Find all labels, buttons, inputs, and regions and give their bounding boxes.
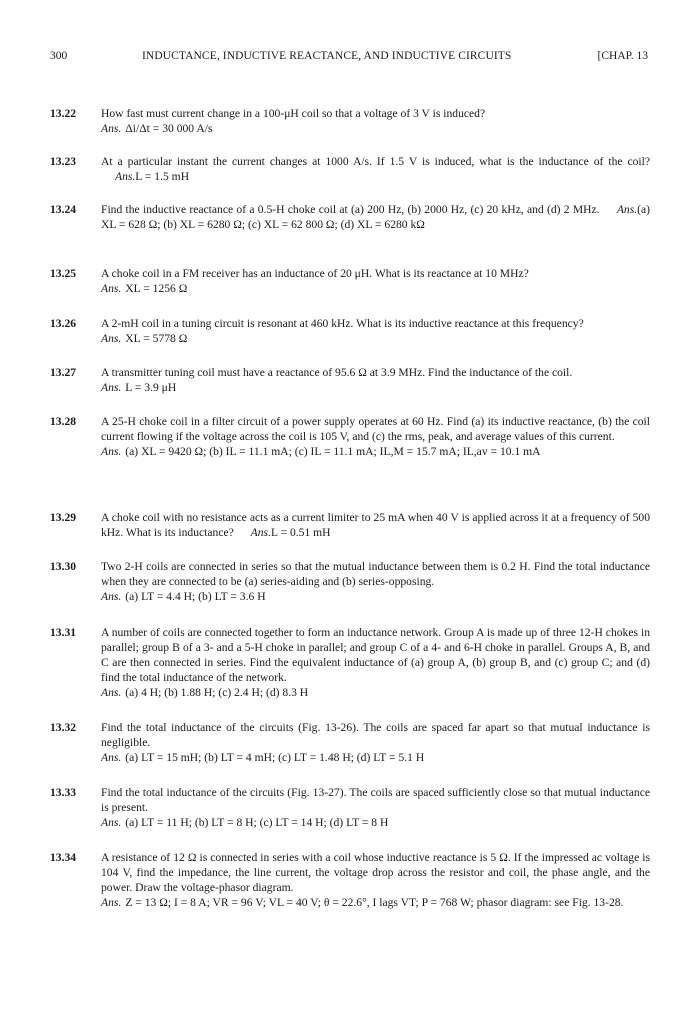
page-header [50, 50, 648, 66]
answer-label: Ans. [101, 122, 122, 135]
problem-question: A transmitter tuning coil must have a reactance of 95.6 Ω at 3.9 MHz. Find the inductance of the coil. [101, 366, 573, 379]
problem-question: How fast must current change in a 100-μH coil so that a voltage of 3 V is induced? [101, 107, 486, 120]
problem-number: 13.34 [50, 851, 77, 864]
problem-answer: Z = 13 Ω; I = 8 A; VR = 96 V; VL = 40 V; θ = 22.6°, I lags VT; P = 768 W; phasor diagram: see Fig. 13-28. [125, 896, 624, 909]
problem-number: 13.29 [50, 511, 77, 524]
problem-number: 13.30 [50, 560, 77, 573]
problem-answer: (a) LT = 15 mH; (b) LT = 4 mH; (c) LT = 1.48 H; (d) LT = 5.1 H [125, 751, 425, 764]
problem-question: A 25-H choke coil in a filter circuit of a power supply operates at 60 Hz. Find (a) its inductive reactance, (b) the coil current flowing if the voltage across the coil is 105 V, and (c) the rms, peak, and average values of this current. [101, 415, 650, 443]
problem-question: A choke coil with no resistance acts as a current limiter to 25 mA when 40 V is applied across it at a frequency of 500 kHz. What is its inductance? Ans.L = 0.51 mH [101, 511, 650, 539]
problem-question: Find the inductive reactance of a 0.5-H choke coil at (a) 200 Hz, (b) 2000 Hz, (c) 20 kHz, and (d) 2 MHz. Ans.(a) XL = 628 Ω; (b) XL = 6280 Ω; (c) XL = 62 800 Ω; (d) XL = 6280 kΩ [101, 203, 650, 231]
problem-number: 13.33 [50, 786, 77, 799]
running-title: INDUCTANCE, INDUCTIVE REACTANCE, AND INDUCTIVE CIRCUITS [142, 50, 512, 62]
problem-question: Two 2-H coils are connected in series so that the mutual inductance between them is 0.2 H. Find the total inductance when they are connected to be (a) series-aiding and (b) series-opposing. [101, 560, 650, 588]
problem-number: 13.26 [50, 317, 77, 330]
answer-label: Ans. [101, 445, 122, 458]
problem-question: A 2-mH coil in a tuning circuit is resonant at 460 kHz. What is its inductive reactance at this frequency? [101, 317, 584, 330]
problem-number: 13.27 [50, 366, 77, 379]
problem-number: 13.22 [50, 107, 77, 120]
problem-answer: XL = 5778 Ω [125, 332, 188, 345]
problem-answer: (a) LT = 11 H; (b) LT = 8 H; (c) LT = 14 H; (d) LT = 8 H [125, 816, 389, 829]
chapter-label: [CHAP. 13 [597, 50, 648, 62]
problem-answer: (a) XL = 628 Ω; (b) XL = 6280 Ω; (c) XL = 62 800 Ω; (d) XL = 6280 kΩ [101, 203, 650, 231]
problem-answer: L = 0.51 mH [270, 526, 331, 539]
problem-answer: XL = 1256 Ω [125, 282, 188, 295]
problem-number: 13.31 [50, 626, 77, 639]
answer-label: Ans. [101, 686, 122, 699]
problem-answer: L = 1.5 mH [135, 170, 190, 183]
problem-number: 13.23 [50, 155, 77, 168]
problem-number: 13.28 [50, 415, 77, 428]
problem-answer: (a) LT = 4.4 H; (b) LT = 3.6 H [125, 590, 266, 603]
answer-label: Ans. [101, 381, 122, 394]
answer-label: Ans. [101, 896, 122, 909]
answer-label: Ans. [115, 170, 136, 183]
answer-label: Ans. [250, 526, 271, 539]
page-number: 300 [50, 50, 68, 62]
answer-label: Ans. [101, 751, 122, 764]
answer-label: Ans. [101, 332, 122, 345]
problem-number: 13.25 [50, 267, 77, 280]
problem-answer: L = 3.9 μH [125, 381, 177, 394]
problem-answer: Δi/Δt = 30 000 A/s [125, 122, 213, 135]
answer-label: Ans. [101, 282, 122, 295]
answer-label: Ans. [616, 203, 638, 216]
problem-question: A choke coil in a FM receiver has an inductance of 20 μH. What is its reactance at 10 MHz? [101, 267, 529, 280]
problem-question: A number of coils are connected together to form an inductance network. Group A is made up of three 12-H chokes in parallel; group B of a 3- and a 5-H choke in parallel; and group C of a 4- and 6-H choke in parallel. Groups A, B, and C are then connected in series. Find the equivalent inductance of (a) group A, (b) group B, and (c) group C; and (d) find the total inductance of the network. [101, 626, 650, 684]
problem-question: Find the total inductance of the circuits (Fig. 13-26). The coils are spaced far apart so that mutual inductance is negligible. [101, 721, 650, 749]
problem-question: A resistance of 12 Ω is connected in series with a coil whose inductive reactance is 5 Ω. If the impressed ac voltage is 104 V, find the impedance, the line current, the voltage drop across the resistor and coil, the phase angle, and the power. Draw the voltage-phasor diagram. [101, 851, 650, 894]
problem-number: 13.24 [50, 203, 77, 216]
answer-label: Ans. [101, 590, 122, 603]
problem-answer: (a) XL = 9420 Ω; (b) IL = 11.1 mA; (c) IL = 11.1 mA; IL,M = 15.7 mA; IL,av = 10.1 mA [125, 445, 541, 458]
answer-label: Ans. [101, 816, 122, 829]
problem-answer: (a) 4 H; (b) 1.88 H; (c) 2.4 H; (d) 8.3 H [125, 686, 309, 699]
problem-question: Find the total inductance of the circuits (Fig. 13-27). The coils are spaced sufficiently close so that mutual inductance is present. [101, 786, 650, 814]
problem-number: 13.32 [50, 721, 77, 734]
problem-question: At a particular instant the current changes at 1000 A/s. If 1.5 V is induced, what is the inductance of the coil? Ans.L = 1.5 mH [101, 155, 650, 183]
